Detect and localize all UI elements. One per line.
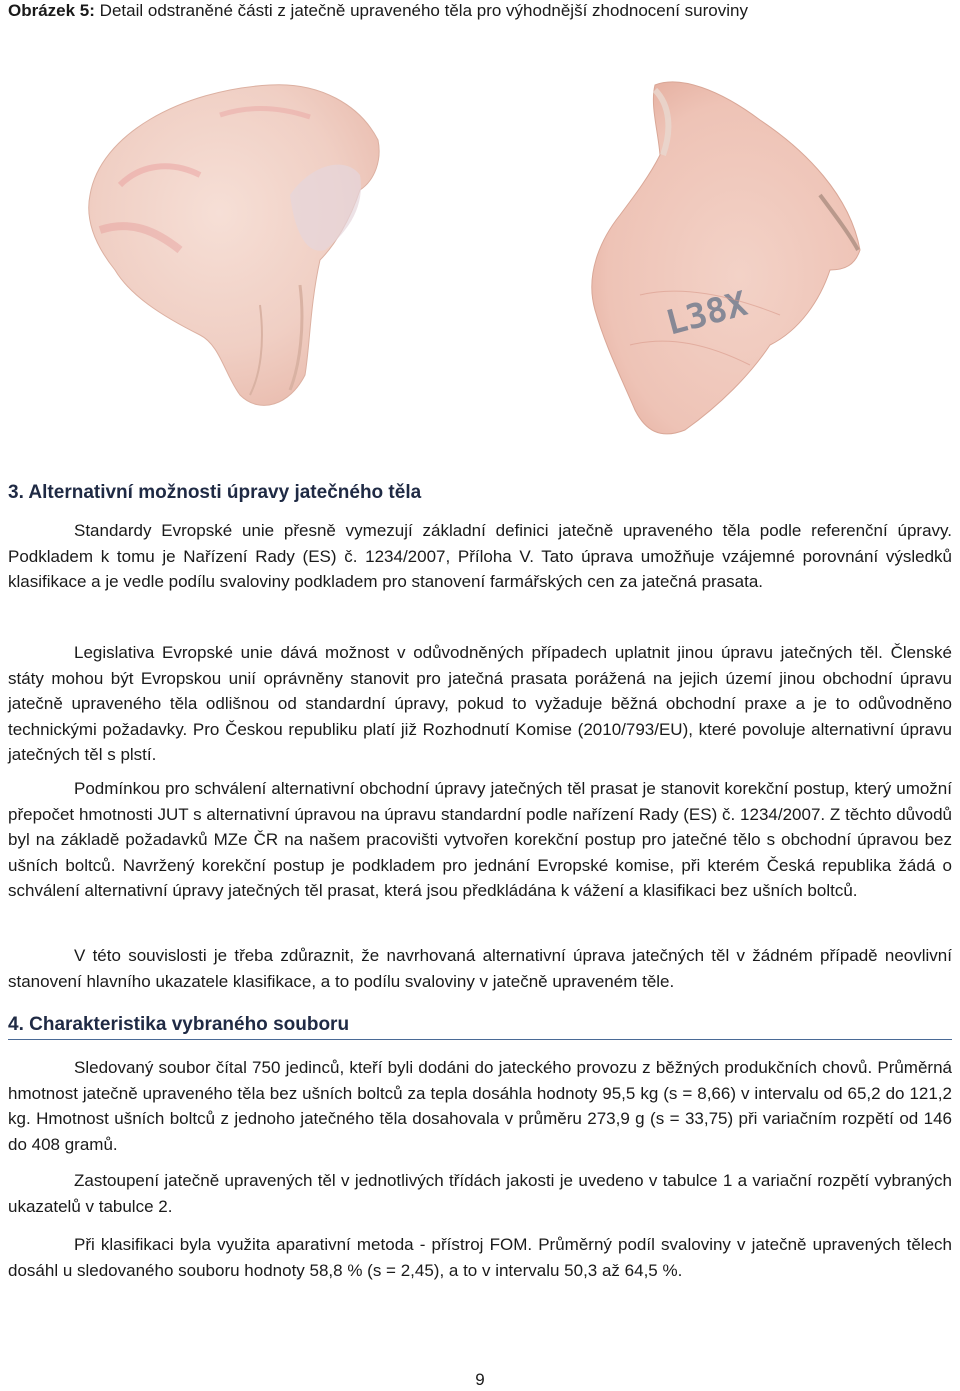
section-4-paragraph-3: Při klasifikaci byla využita aparativní metoda - přístroj FOM. Průměrný podíl svaloviny v jatečně upravených tělech dosáhl u sledovaného souboru hodnoty 58,8 % (s = 2,45), a to v intervalu 50,3 až 64,5 %.: [8, 1235, 952, 1280]
figure-caption: [8, 0, 952, 22]
section-3-paragraph-3: Podmínkou pro schválení alternativní obchodní úpravy jatečných těl prasat je stanovit korekční postup, který umožní přepočet hmotnosti JUT s alternativní úpravou na úpravu standardní podle nařízení Rady (ES) č. 1234/2007. Z těchto důvodů byl na základě požadavků MZe ČR na našem pracovišti vytvořen korekční postup pro jatečné tělo s obchodní úpravou bez ušních boltců. Navržený korekční postup je podkladem pro jednání Evropské komise, při kterém Česká republika žádá o schválení alternativní úpravy jatečných těl prasat, která jsou předkládána k vážení a klasifikaci bez ušních boltců.: [8, 779, 952, 901]
stamp-text: L38X: [661, 283, 752, 344]
figure-caption-label: Obrázek 5:: [8, 1, 95, 20]
section-3-heading: 3. Alternativní možnosti úpravy jatečného těla: [8, 482, 422, 503]
figure-photos: [60, 45, 920, 445]
left-ear-image: [89, 85, 379, 406]
section-4-paragraph-1: Sledovaný soubor čítal 750 jedinců, kteří byli dodáni do jateckého provozu z běžných produkčních chovů. Průměrná hmotnost jatečně upraveného těla bez ušních boltců za tepla dosáhla hodnoty 95,5 kg (s = 8,66) v intervalu od 65,2 do 121,2 kg. Hmotnost ušních boltců z jednoho jatečného těla dosahovala v průměru 273,9 g (s = 33,75) při variačním rozpětí od 146 do 408 gramů.: [8, 1058, 952, 1154]
section-3-paragraph-4: V této souvislosti je třeba zdůraznit, že navrhovaná alternativní úprava jatečných těl v žádném případě neovlivní stanovení hlavního ukazatele klasifikace, a to podílu svaloviny v jatečně upraveném těle.: [8, 946, 952, 991]
section-4-paragraph-2: Zastoupení jatečně upravených těl v jednotlivých třídách jakosti je uvedeno v tabulce 1 a variační rozpětí vybraných ukazatelů v tabulce 2.: [8, 1171, 952, 1216]
page-number: 9: [475, 1370, 485, 1389]
section-3-paragraph-2: Legislativa Evropské unie dává možnost v odůvodněných případech uplatnit jinou úpravu jatečných těl. Členské státy mohou být Evropskou unií oprávněny stanovit pro jatečná prasata porážená na jejich území jinou obchodní úpravu jatečně upraveného těla odlišnou od standardní úpravy, pokud to vyžaduje běžná obchodní praxe a je to odůvodněno technickými požadavky. Pro Českou republiku platí již Rozhodnutí Komise (2010/793/EU), které povoluje alternativní úpravu jatečných těl s plstí.: [8, 643, 952, 765]
right-ear-image: [592, 82, 860, 434]
figure-caption-text: Detail odstraněné části z jatečně upraveného těla pro výhodnější zhodnocení suroviny: [99, 1, 748, 20]
section-3-paragraph-1: Standardy Evropské unie přesně vymezují základní definici jatečně upraveného těla podle referenční úpravy. Podkladem k tomu je Nařízení Rady (ES) č. 1234/2007, Příloha V. Tato úprava umožňuje vzájemné porovnání výsledků klasifikace a je vedle podílu svaloviny podkladem pro stanovení farmářských cen za jatečná prasata.: [8, 521, 952, 592]
section-4-heading: 4. Charakteristika vybraného souboru: [8, 1014, 952, 1040]
